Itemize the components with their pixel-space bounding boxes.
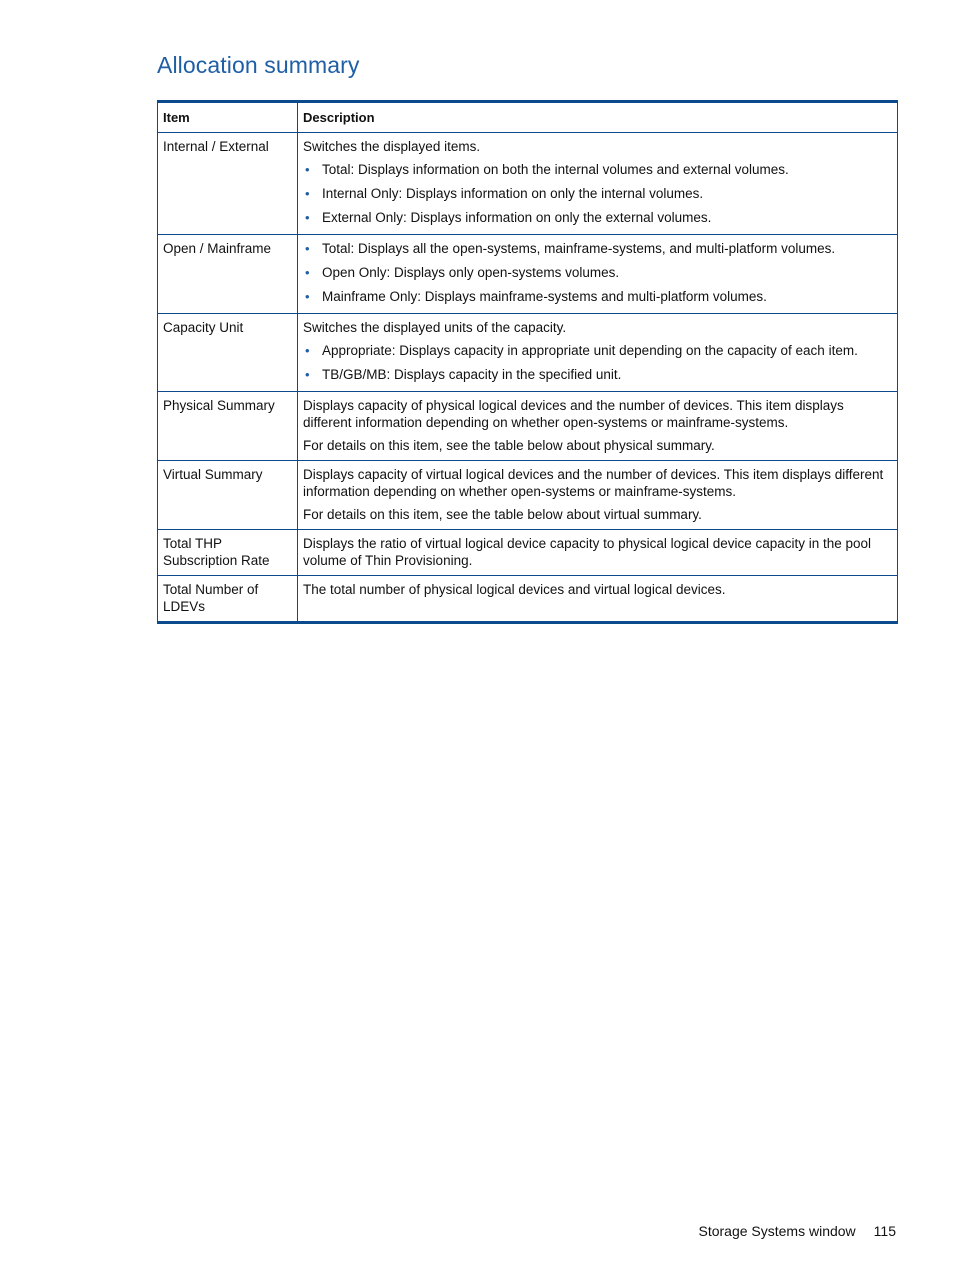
footer-section-title: Storage Systems window <box>698 1223 856 1239</box>
header-item: Item <box>158 102 298 133</box>
table-row <box>158 392 898 461</box>
bullet-icon: • <box>305 241 310 256</box>
bullet-icon: • <box>305 289 310 304</box>
table-row <box>158 461 898 530</box>
table-row <box>158 133 898 235</box>
table-row <box>158 235 898 314</box>
list-item <box>303 264 892 281</box>
list-item <box>303 161 892 178</box>
description-cell <box>298 530 898 576</box>
description-cell <box>298 576 898 623</box>
description-cell <box>298 461 898 530</box>
bullet-icon: • <box>305 265 310 280</box>
description-bullet-list <box>303 161 892 226</box>
description-cell <box>298 235 898 314</box>
table-header-row <box>158 102 898 133</box>
table-row <box>158 530 898 576</box>
bullet-text: Mainframe Only: Displays mainframe-systems and multi-platform volumes. <box>322 289 767 304</box>
description-paragraph: The total number of physical logical devices and virtual logical devices. <box>303 582 726 597</box>
bullet-icon: • <box>305 343 310 358</box>
bullet-text: Appropriate: Displays capacity in appropriate unit depending on the capacity of each item. <box>322 343 858 358</box>
page-number: 115 <box>873 1223 896 1239</box>
item-cell: Virtual Summary <box>158 461 298 530</box>
table-row <box>158 314 898 392</box>
description-paragraph: Displays capacity of virtual logical devices and the number of devices. This item displays different information depending on whether open-systems or mainframe-systems. <box>303 467 884 499</box>
item-cell: Total THP Subscription Rate <box>158 530 298 576</box>
description-paragraph: Switches the displayed items. <box>303 139 481 154</box>
description-paragraph: For details on this item, see the table below about virtual summary. <box>303 507 702 522</box>
description-bullet-list <box>303 240 892 305</box>
list-item <box>303 288 892 305</box>
description-paragraph: Switches the displayed units of the capacity. <box>303 320 567 335</box>
list-item <box>303 209 892 226</box>
bullet-text: Internal Only: Displays information on only the internal volumes. <box>322 186 704 201</box>
page-title: Allocation summary <box>157 52 360 78</box>
header-description: Description <box>298 102 898 133</box>
item-cell: Open / Mainframe <box>158 235 298 314</box>
description-paragraph: Displays the ratio of virtual logical device capacity to physical logical device capacity in the pool volume of Thin Provisioning. <box>303 536 872 568</box>
bullet-text: External Only: Displays information on only the external volumes. <box>322 210 712 225</box>
description-cell <box>298 314 898 392</box>
bullet-text: TB/GB/MB: Displays capacity in the specified unit. <box>322 367 622 382</box>
list-item <box>303 366 892 383</box>
description-paragraph: For details on this item, see the table below about physical summary. <box>303 438 715 453</box>
bullet-text: Open Only: Displays only open-systems volumes. <box>322 265 620 280</box>
description-cell <box>298 392 898 461</box>
bullet-icon: • <box>305 367 310 382</box>
bullet-text: Total: Displays all the open-systems, mainframe-systems, and multi-platform volumes. <box>322 241 836 256</box>
description-paragraph: Displays capacity of physical logical devices and the number of devices. This item displays different information depending on whether open-systems or mainframe-systems. <box>303 398 844 430</box>
bullet-text: Total: Displays information on both the internal volumes and external volumes. <box>322 162 789 177</box>
bullet-icon: • <box>305 210 310 225</box>
item-cell: Capacity Unit <box>158 314 298 392</box>
table-body <box>158 133 898 623</box>
allocation-summary-table-wrap <box>157 100 897 624</box>
page-footer <box>698 1223 896 1239</box>
item-cell: Internal / External <box>158 133 298 235</box>
bullet-icon: • <box>305 162 310 177</box>
item-cell: Total Number of LDEVs <box>158 576 298 623</box>
bullet-icon: • <box>305 186 310 201</box>
list-item <box>303 185 892 202</box>
list-item <box>303 240 892 257</box>
description-cell <box>298 133 898 235</box>
allocation-summary-table <box>157 100 898 624</box>
item-cell: Physical Summary <box>158 392 298 461</box>
description-bullet-list <box>303 342 892 383</box>
table-row <box>158 576 898 623</box>
list-item <box>303 342 892 359</box>
